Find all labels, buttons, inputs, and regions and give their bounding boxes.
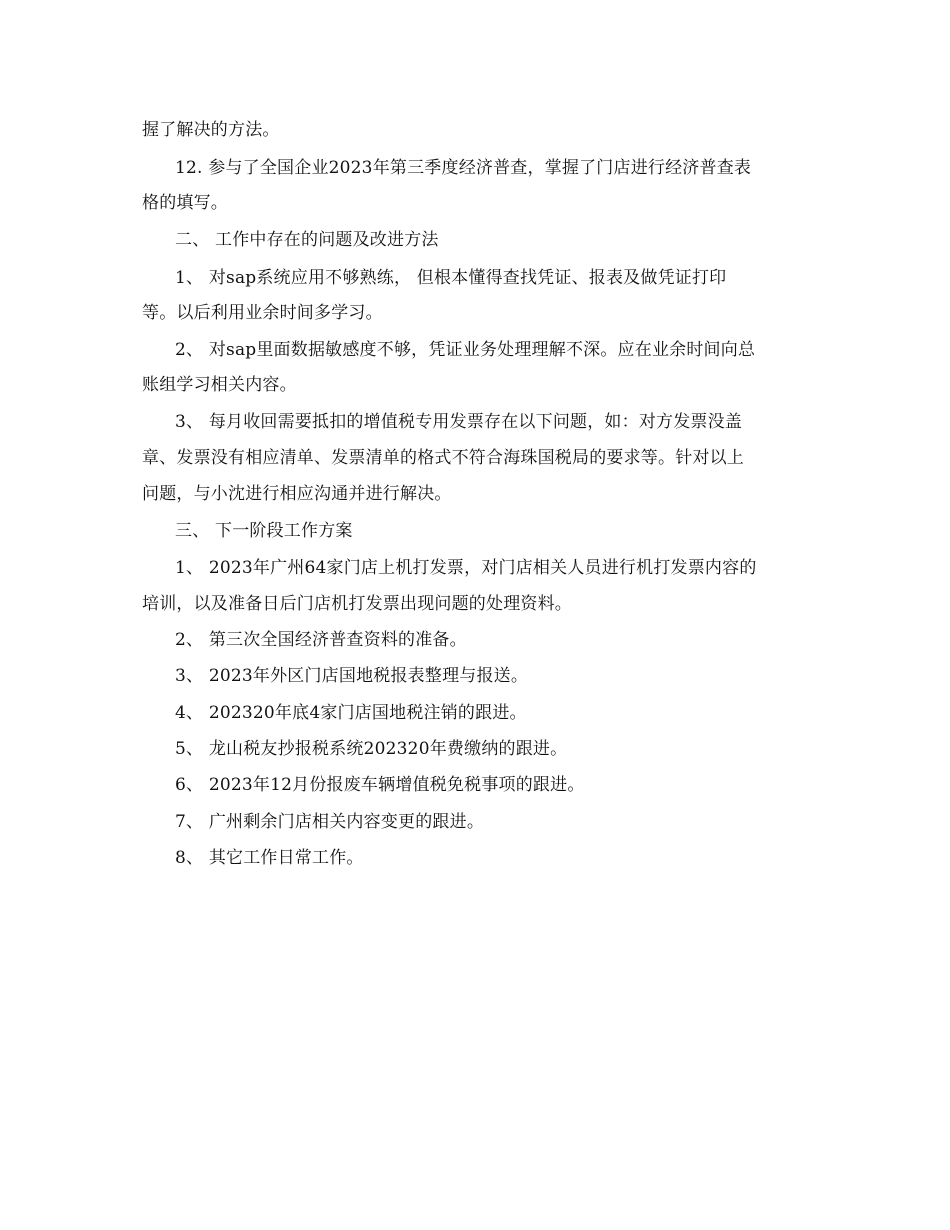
paragraph-line: 培训，以及准备日后门店机打发票出现问题的处理资料。 <box>142 594 572 614</box>
paragraph-line: 3、 每月收回需要抵扣的增值税专用发票存在以下问题，如：对方发票没盖 <box>175 412 743 432</box>
paragraph-line: 格的填写。 <box>142 193 228 213</box>
paragraph-line: 1、 2023年广州64家门店上机打发票，对门店相关人员进行机打发票内容的 <box>175 558 757 578</box>
list-item: 4、 202320年底4家门店国地税注销的跟进。 <box>175 703 527 723</box>
list-item: 2、 第三次全国经济普查资料的准备。 <box>175 630 467 650</box>
section-heading: 三、 下一阶段工作方案 <box>175 521 353 541</box>
paragraph-line: 章、发票没有相应清单、发票清单的格式不符合海珠国税局的要求等。针对以上 <box>142 448 744 468</box>
paragraph-line: 问题，与小沈进行相应沟通并进行解决。 <box>142 484 452 504</box>
paragraph-line: 1、 对sap系统应用不够熟练， 但根本懂得查找凭证、报表及做凭证打印 <box>175 268 727 288</box>
paragraph-line: 2、 对sap里面数据敏感度不够，凭证业务处理理解不深。应在业余时间向总 <box>175 340 756 360</box>
section-heading: 二、 工作中存在的问题及改进方法 <box>175 230 439 250</box>
list-item: 6、 2023年12月份报废车辆增值税免税事项的跟进。 <box>175 775 585 795</box>
list-item: 3、 2023年外区门店国地税报表整理与报送。 <box>175 666 529 686</box>
list-item: 7、 广州剩余门店相关内容变更的跟进。 <box>175 812 485 832</box>
list-item: 8、 其它工作日常工作。 <box>175 848 364 868</box>
paragraph-line: 账组学习相关内容。 <box>142 375 297 395</box>
paragraph-line: 握了解决的方法。 <box>142 120 280 140</box>
paragraph-line: 12. 参与了全国企业2023年第三季度经济普查，掌握了门店进行经济普查表 <box>175 158 752 178</box>
list-item: 5、 龙山税友抄报税系统202320年费缴纳的跟进。 <box>175 739 568 759</box>
paragraph-line: 等。以后利用业余时间多学习。 <box>142 303 383 323</box>
